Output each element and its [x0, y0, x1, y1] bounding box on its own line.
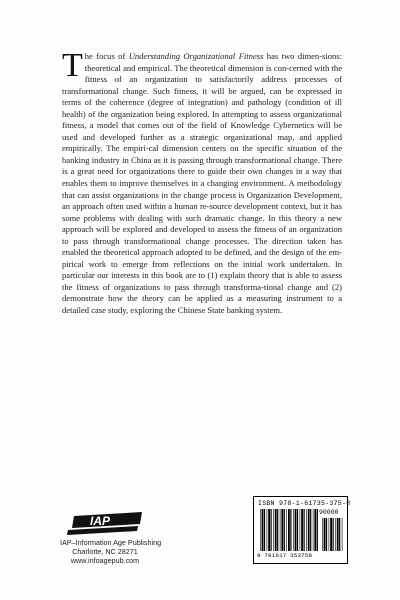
- barcode-bars: [260, 509, 320, 551]
- isbn-number: ISBN 978-1-61735-375-8: [258, 500, 351, 507]
- drop-cap: T: [62, 47, 83, 84]
- blurb-text: has two dimen-sions: theoretical and empirical. The theoretical dimension is con-cerned with the fitness of an organization to satisfactorily address processes of transformational change. Such fitness, it will be argued, can be expressed in terms of the coherence (degree of integration) and pathology (condition of ill health) of the organization being explored. In attempting to assess organizational fitness, a model that comes out of the field of Knowledge Cybernetics will be used and developed further as a strategic organizational map, and applied empirically. The empiri-cal dimension centers on the specific situation of the banking industry in China as it is passing through transformational change. There is a great need for organizations there to guide their own changes in a way that enables them to improve themselves in a changing environment. A methodology that can assist organizations in the change process is Organization Development, an approach often used within a human re-source development context, but it has some problems with dealing with such dramatic change. In this theory a new approach will be explored and developed to assess the fitness of an organization to pass through transformational change processes. The direction taken has enabled the theoretical approach adopted to be defined, and the design of the em-pirical work to emerge from reflections on the initial work undertaken. In particular our interests in this book are to (1) explain theory that is able to assess the fitness of organizations to pass through transforma-tional change and (2) demonstrate how the theory can be applied as a measuring instrument to a detailed case study, exploring the Chinese State banking system.: [62, 51, 342, 316]
- blurb-intro: he focus of: [84, 51, 129, 61]
- publisher-city: Charlotte, NC 28271: [72, 547, 138, 556]
- publisher-name: IAP–Information Age Publishing: [60, 538, 162, 547]
- book-title-italic: Understanding Organizational Fitness: [128, 51, 264, 61]
- iap-logo: [60, 510, 150, 538]
- isbn-barcode: [253, 496, 351, 564]
- price-barcode-bars: [322, 518, 344, 551]
- publisher-url: www.infoagepub.com: [70, 556, 140, 565]
- price-code: 90000: [319, 509, 339, 516]
- barcode-digits: 9 781617 353758: [257, 552, 313, 559]
- logo-text: IAP: [90, 514, 111, 528]
- blurb-paragraph: [62, 47, 342, 317]
- publisher-block: [60, 510, 162, 565]
- back-cover-blurb: [62, 47, 342, 317]
